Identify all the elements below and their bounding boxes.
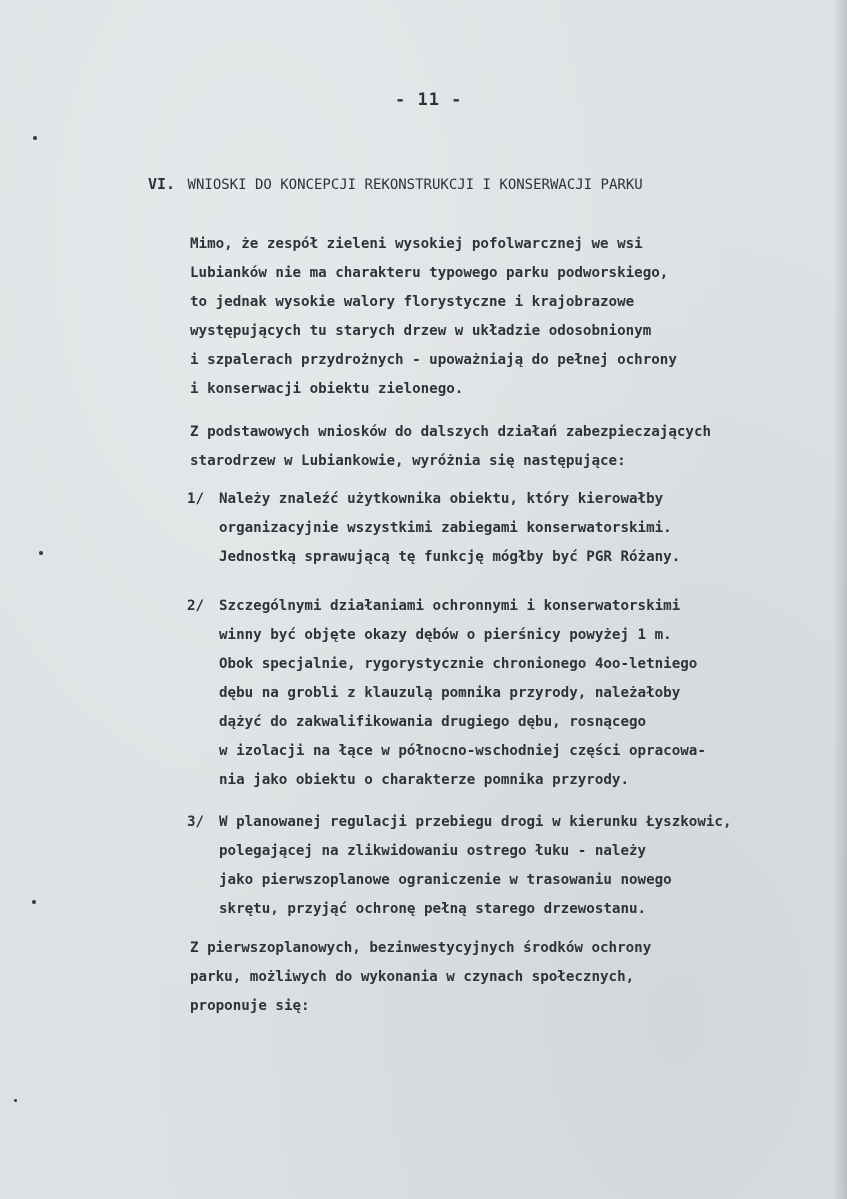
list-item-marker: 3/ [187, 814, 205, 830]
list-item-marker: 1/ [187, 491, 205, 507]
margin-speck [14, 1099, 17, 1102]
list-item-marker: 2/ [187, 598, 205, 614]
text-line: polegającej na zlikwidowaniu ostrego łuku - należy [219, 843, 647, 859]
text-line: skrętu, przyjąć ochronę pełną starego drzewostanu. [219, 901, 647, 917]
text-line: występujących tu starych drzew w układzie odosobnionym [190, 323, 652, 339]
text-line: proponuje się: [190, 998, 310, 1014]
text-line: Mimo, że zespół zieleni wysokiej pofolwarcznej we wsi [190, 236, 643, 252]
section-number: VI. [148, 175, 176, 193]
text-line: starodrzew w Lubiankowie, wyróżnia się następujące: [190, 453, 626, 469]
text-line: Lubianków nie ma charakteru typowego parku podworskiego, [190, 265, 669, 281]
margin-speck [39, 551, 43, 555]
text-line: jako pierwszoplanowe ograniczenie w trasowaniu nowego [219, 872, 672, 888]
text-line: i szpalerach przydrożnych - upoważniają do pełnej ochrony [190, 352, 677, 368]
section-heading [148, 175, 788, 193]
list-item [187, 485, 827, 572]
text-line: i konserwacji obiektu zielonego. [190, 381, 464, 397]
intro-paragraph [190, 230, 820, 404]
page-number: - 11 - [395, 90, 463, 110]
text-line: winny być objęte okazy dębów o pierśnicy powyżej 1 m. [219, 627, 672, 643]
text-line: to jednak wysokie walory florystyczne i krajobrazowe [190, 294, 635, 310]
text-line: w izolacji na łące w północno-wschodniej części opracowa- [219, 743, 706, 759]
text-line: parku, możliwych do wykonania w czynach społecznych, [190, 969, 635, 985]
text-line: Z pierwszoplanowych, bezinwestycyjnych środków ochrony [190, 940, 652, 956]
list-item [187, 592, 827, 795]
text-line: Obok specjalnie, rygorystycznie chronionego 4oo-letniego [219, 656, 698, 672]
text-line: Należy znaleźć użytkownika obiektu, który kierowałby [219, 491, 664, 507]
text-line: nia jako obiektu o charakterze pomnika przyrody. [219, 772, 629, 788]
text-line: Jednostką sprawującą tę funkcję mógłby być PGR Różany. [219, 549, 681, 565]
text-line: dążyć do zakwalifikowania drugiego dębu, rosnącego [219, 714, 647, 730]
text-line: organizacyjnie wszystkimi zabiegami konserwatorskimi. [219, 520, 672, 536]
text-line: Szczególnymi działaniami ochronnymi i konserwatorskimi [219, 598, 681, 614]
margin-speck [33, 136, 37, 140]
closing-paragraph [190, 934, 820, 1021]
text-line: dębu na grobli z klauzulą pomnika przyrody, należałoby [219, 685, 681, 701]
section-title: WNIOSKI DO KONCEPCJI REKONSTRUKCJI I KONSERWACJI PARKU [187, 177, 643, 193]
text-line: W planowanej regulacji przebiegu drogi w kierunku Łyszkowic, [219, 814, 732, 830]
page-edge-shadow [833, 0, 847, 1199]
margin-speck [32, 900, 36, 904]
list-item [187, 808, 827, 924]
text-line: Z podstawowych wniosków do dalszych działań zabezpieczających [190, 424, 712, 440]
conclusions-lead-paragraph [190, 418, 820, 476]
